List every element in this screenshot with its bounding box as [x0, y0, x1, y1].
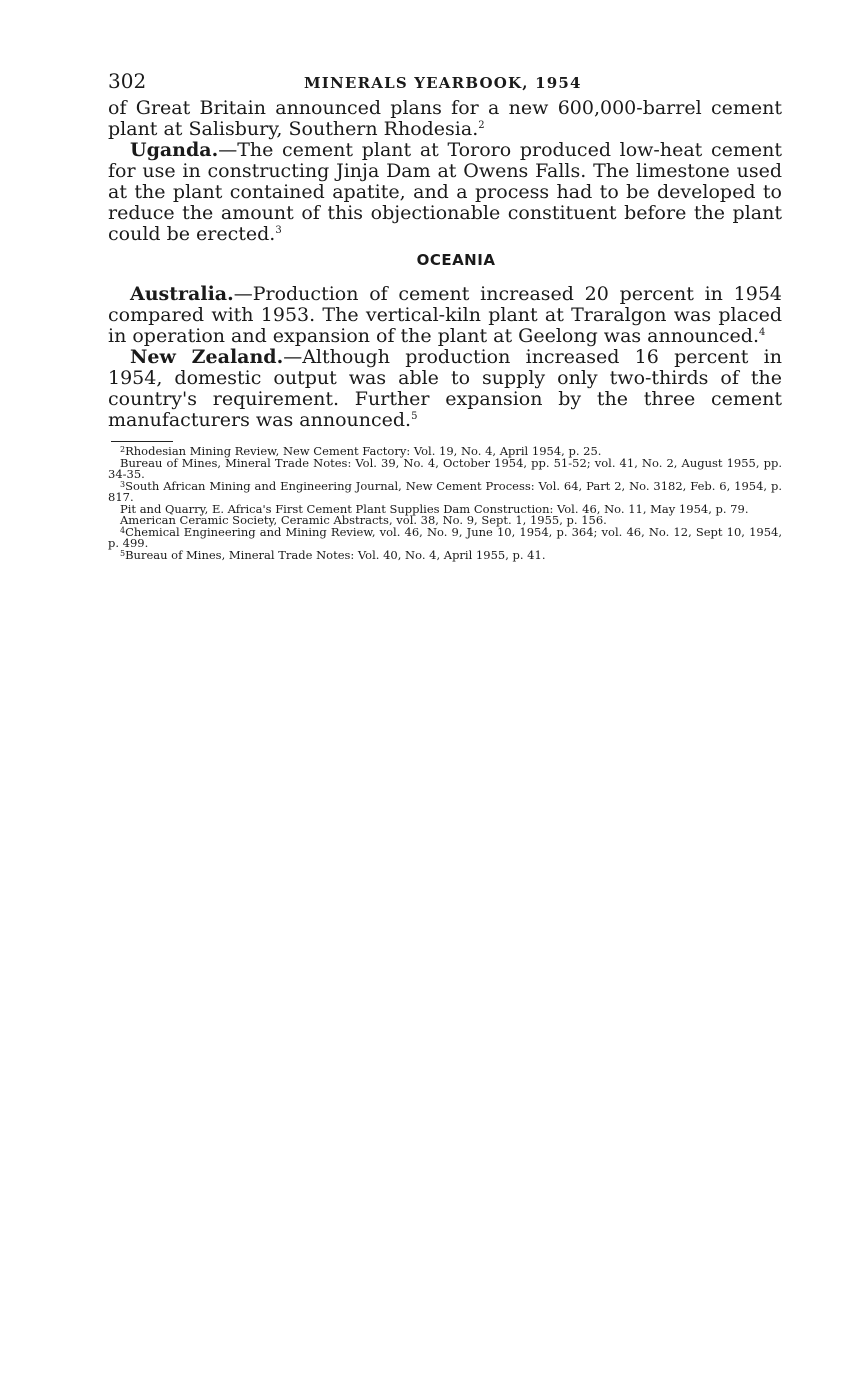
- footnote: [108, 455, 782, 481]
- paragraph-uganda: [108, 140, 782, 245]
- footnote-mark: 5: [120, 548, 126, 558]
- paragraph-new-zealand: [108, 347, 782, 431]
- footnote-ref: 5: [411, 411, 418, 422]
- footnote-text: Chemical Engineering and Mining Review, vol. 46, No. 9, June 10, 1954, p. 364; vol. 46, No. 12, Sept 10, 1954, p. 499.: [108, 524, 782, 550]
- running-head: [108, 66, 782, 98]
- footnote-text: South African Mining and Engineering Journal, New Cement Process: Vol. 64, Part 2, No. 3182, Feb. 6, 1954, p. 817.: [108, 478, 782, 504]
- body-text: [108, 98, 782, 431]
- footnote: [108, 524, 782, 550]
- paragraph-text: —The cement plant at Tororo produced low-heat cement for use in constructing Jinja Dam at Owens Falls. The limestone used at the plant contained apatite, and a process had to be developed to reduce the amount of this objectionable constituent before the plant could be erected.: [108, 139, 782, 245]
- footnote-ref: 2: [478, 120, 485, 131]
- country-lead-uganda: Uganda.: [130, 139, 219, 161]
- paragraph-text: —Although production increased 16 percent in 1954, domestic output was able to supply only two-thirds of the country's requirement. Further expansion by the three cement manufacturers was announced.: [108, 346, 782, 431]
- footnote-text: Bureau of Mines, Mineral Trade Notes: Vol. 39, No. 4, October 1954, pp. 51-52; vol. 41, No. 2, August 1955, pp. 34-35.: [108, 455, 782, 481]
- footnote: [108, 478, 782, 504]
- footnote-ref: 4: [758, 327, 766, 338]
- paragraph-text: —Production of cement increased 20 percent in 1954 compared with 1953. The vertical-kiln plant at Traralgon was placed in operation and expansion of the plant at Geelong was announced.: [108, 283, 782, 347]
- paragraph-text: of Great Britain announced plans for a new 600,000-barrel cement plant at Salisbury, Southern Rhodesia.: [108, 97, 782, 140]
- footnote-text: Pit and Quarry, E. Africa's First Cement Plant Supplies Dam Construction: Vol. 46, No. 11, May 1954, p. 79.: [120, 501, 749, 516]
- footnote-text: Bureau of Mines, Mineral Trade Notes: Vol. 40, No. 4, April 1955, p. 41.: [125, 547, 546, 562]
- document-page: [108, 66, 782, 561]
- country-lead-australia: Australia.: [130, 283, 234, 305]
- paragraph-australia: [108, 284, 782, 347]
- running-title: MINERALS YEARBOOK, 1954: [304, 74, 582, 92]
- footnote-divider: [111, 441, 173, 442]
- page-number: 302: [108, 69, 147, 93]
- footnote-text: American Ceramic Society, Ceramic Abstracts, vol. 38, No. 9, Sept. 1, 1955, p. 156.: [120, 513, 607, 527]
- footnote-mark: 4: [120, 525, 126, 535]
- footnote-mark: 2: [120, 445, 126, 454]
- country-lead-new-zealand: New Zealand.: [130, 346, 284, 368]
- footnotes: [108, 446, 782, 561]
- footnote-mark: 3: [120, 479, 126, 489]
- footnote: [108, 547, 782, 562]
- section-heading: OCEANIA: [416, 251, 496, 269]
- footnote-text: Rhodesian Mining Review, New Cement Factory: Vol. 19, No. 4, April 1954, p. 25.: [125, 444, 602, 458]
- paragraph-rhodesia: [108, 98, 782, 140]
- footnote-ref: 3: [275, 225, 282, 236]
